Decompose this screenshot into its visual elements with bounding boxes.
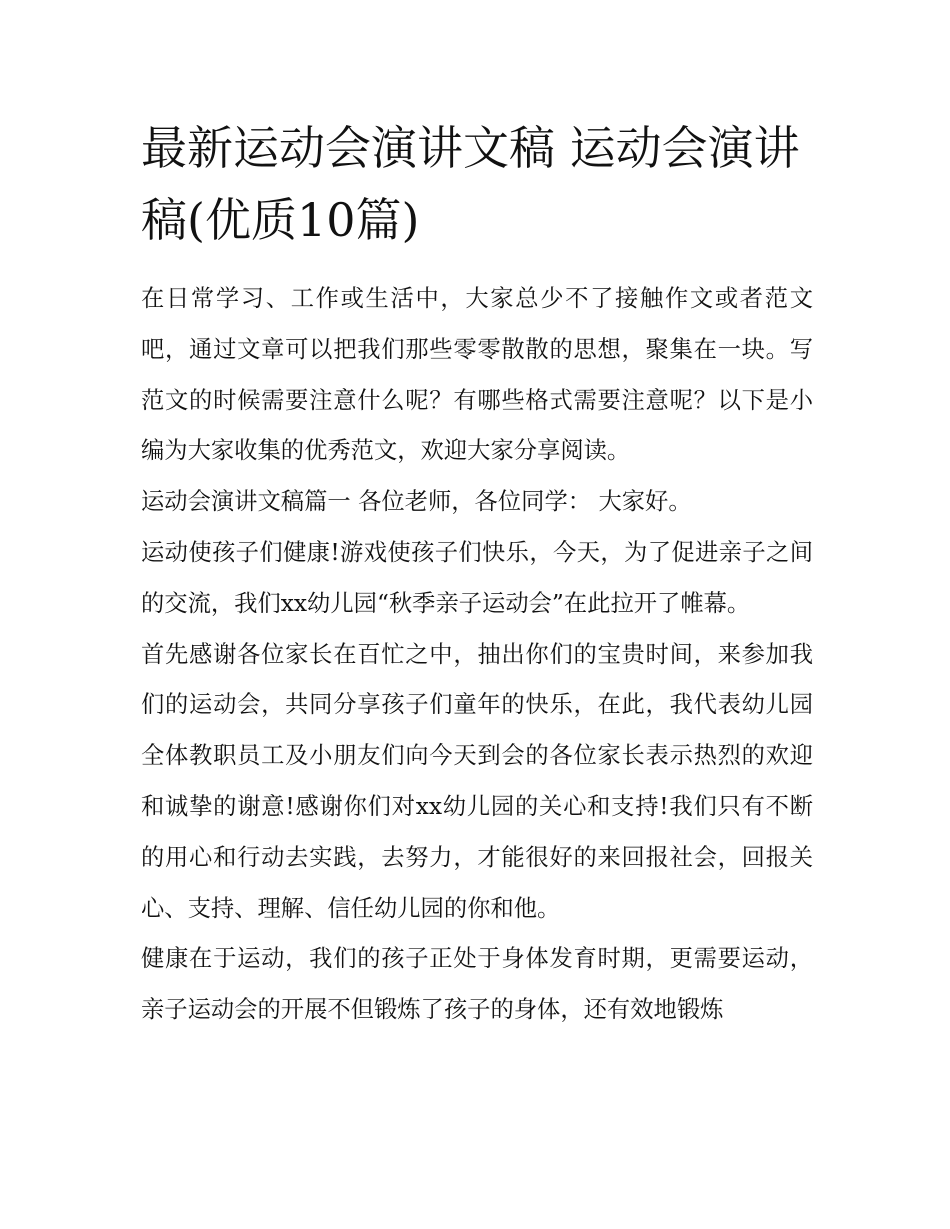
paragraph-thanks: 首先感谢各位家长在百忙之中，抽出你们的宝贵时间，来参加我们的运动会，共同分享孩子们童年的快乐，在此，我代表幼儿园全体教职员工及小朋友们向今天到会的各位家长表示热烈的欢迎和诚挚的谢意!感谢你们对xx幼儿园的关心和支持!我们只有不断的用心和行动去实践，去努力，才能很好的来回报社会，回报关心、支持、理解、信任幼儿园的你和他。: [141, 640, 813, 922]
document-body: [141, 274, 813, 1036]
document-title: 最新运动会演讲文稿 运动会演讲稿(优质10篇): [141, 121, 800, 247]
paragraph-intro: 在日常学习、工作或生活中，大家总少不了接触作文或者范文吧，通过文章可以把我们那些零零散散的思想，聚集在一块。写范文的时候需要注意什么呢？有哪些格式需要注意呢？以下是小编为大家收集的优秀范文，欢迎大家分享阅读。: [141, 285, 813, 465]
paragraph-greeting: 运动会演讲文稿篇一 各位老师，各位同学： 大家好。: [141, 488, 692, 516]
paragraph-opening: 运动使孩子们健康!游戏使孩子们快乐，今天，为了促进亲子之间的交流，我们xx幼儿园“秋季亲子运动会”在此拉开了帷幕。: [141, 538, 813, 617]
paragraph-health: 健康在于运动，我们的孩子正处于身体发育时期，更需要运动，亲子运动会的开展不但锻炼了孩子的身体，还有效地锻炼: [141, 945, 813, 1024]
document-content: [141, 112, 813, 1036]
